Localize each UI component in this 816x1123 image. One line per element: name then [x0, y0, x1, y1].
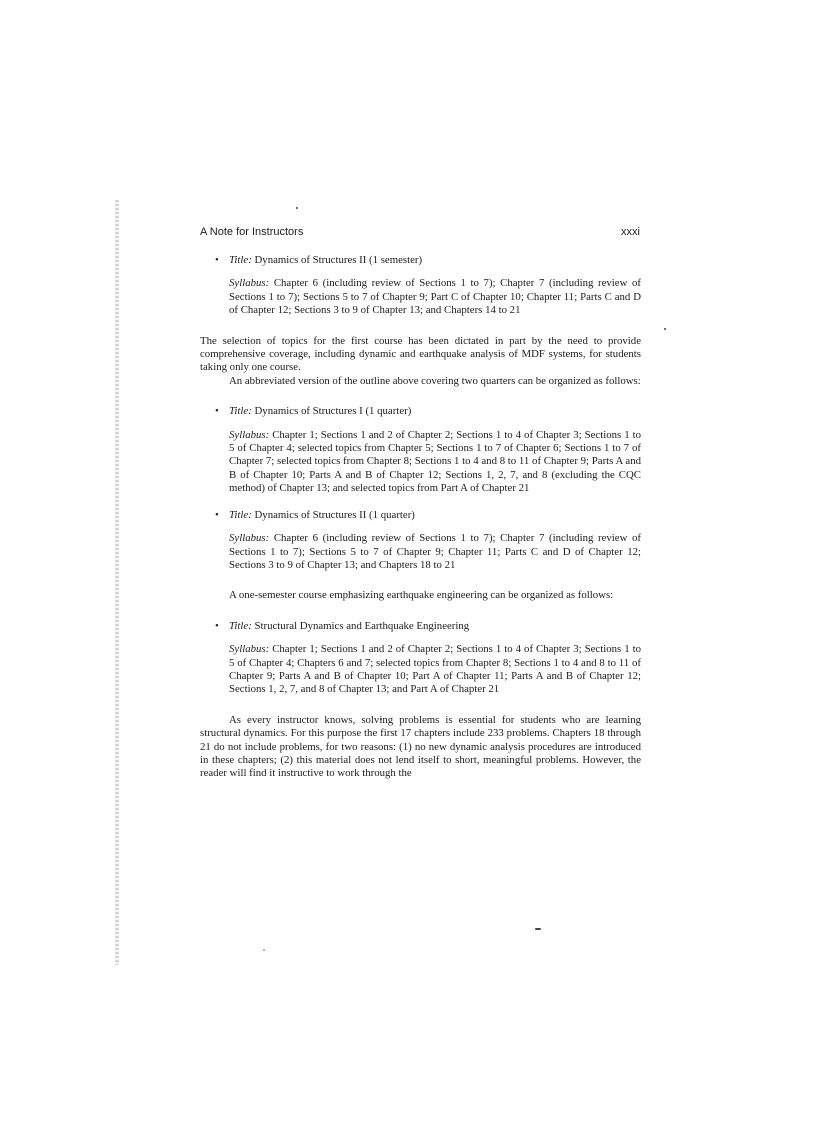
- course-item: [200, 620, 641, 697]
- course-title: Dynamics of Structures II (1 quarter): [254, 508, 415, 521]
- course-item: [200, 254, 641, 318]
- paragraph-selection: The selection of topics for the first course has been dictated in part by the need to provide comprehensive coverage, including dynamic and earthquake analysis of MDF systems, for students taking only one course.: [200, 334, 641, 374]
- course-syllabus: [229, 277, 641, 317]
- scan-speck: [263, 949, 265, 951]
- paragraph-abbreviated: An abbreviated version of the outline above covering two quarters can be organized as follows:: [229, 374, 641, 387]
- bullet-icon: •: [215, 508, 219, 521]
- scan-speck: [664, 328, 666, 330]
- course-syllabus: [229, 429, 641, 496]
- page-number: xxxi: [621, 226, 640, 238]
- syllabus-label: Syllabus:: [229, 277, 270, 290]
- scan-speck: [535, 928, 541, 930]
- title-label: Title:: [229, 405, 252, 418]
- paragraph-one-semester: A one-semester course emphasizing earthquake engineering can be organized as follows:: [229, 589, 614, 602]
- course-title: Structural Dynamics and Earthquake Engineering: [254, 619, 470, 632]
- course-title-line: [229, 405, 641, 418]
- running-header-title: A Note for Instructors: [200, 226, 304, 238]
- bullet-icon: •: [215, 405, 219, 418]
- title-label: Title:: [229, 619, 252, 632]
- course-item: [200, 405, 641, 495]
- title-label: Title:: [229, 508, 252, 521]
- syllabus-text: Chapter 6 (including review of Sections 1 to 7); Chapter 7 (including review of Sections 1 to 7); Sections 5 to 7 of Chapter 9; Part C of Chapter 10; Chapter 11; Parts C and D of Chapter 12; Sections 3 to 9 of Chapter 13; and Chapters 14 to 21: [229, 277, 642, 317]
- syllabus-text: Chapter 6 (including review of Sections 1 to 7); Chapter 7 (including review of Sections 1 to 7); Sections 5 to 7 of Chapter 9; Chapter 11; Parts C and D of Chapter 12; Sections 3 to 9 of Chapter 13; and Chapters 18 to 21: [229, 532, 642, 571]
- bullet-icon: •: [215, 619, 219, 632]
- syllabus-text: Chapter 1; Sections 1 and 2 of Chapter 2; Sections 1 to 4 of Chapter 3; Sections 1 to 5 of Chapter 4; selected topics from Chapter 5; Sections 1 to 7 of Chapter 6; Sections 1 to 7 of Chapter 7; selected topics from Chapter 8; Sections 1 to 4 and 8 to 11 of Chapter 9; Parts A and B of Chapter 10; Parts A and B of Chapter 12; Sections 1, 2, 7, and 8 (excluding the CQC method) of Chapter 13; and selected topics from Part A of Chapter 21: [229, 428, 641, 495]
- course-title-line: [229, 620, 641, 633]
- course-syllabus: [229, 532, 641, 572]
- course-title-line: [229, 254, 641, 267]
- course-syllabus: [229, 643, 641, 697]
- syllabus-label: Syllabus:: [229, 428, 270, 441]
- syllabus-label: Syllabus:: [229, 532, 270, 545]
- course-title: Dynamics of Structures II (1 semester): [254, 254, 423, 266]
- paragraph-every-instructor: As every instructor knows, solving problems is essential for students who are learning structural dynamics. For this purpose the first 17 chapters include 233 problems. Chapters 18 through 21 do not include problems, for two reasons: (1) no new dynamic analysis procedures are introduced in these chapters; (2) this material does not lend itself to short, meaningful problems. However, the reader will find it instructive to work through the: [200, 713, 641, 780]
- course-title-line: [229, 509, 641, 522]
- title-label: Title:: [229, 254, 252, 266]
- bullet-icon: •: [215, 254, 219, 266]
- course-title: Dynamics of Structures I (1 quarter): [254, 405, 412, 418]
- course-item: [200, 509, 641, 573]
- scan-speck: [296, 207, 298, 209]
- syllabus-text: Chapter 1; Sections 1 and 2 of Chapter 2; Sections 1 to 4 of Chapter 3; Sections 1 to 5 of Chapter 4; Chapters 6 and 7; selected topics from Chapter 8; Sections 1 to 4 and 8 to 11 of Chapter 9; Parts A and B of Chapter 10; Part A of Chapter 11; Parts A and B of Chapter 12; Sections 1, 2, 7, and 8 of Chapter 13; and Part A of Chapter 21: [229, 643, 641, 696]
- binding-edge-shadow: [115, 200, 119, 965]
- syllabus-label: Syllabus:: [229, 643, 270, 656]
- page-body: [200, 254, 641, 781]
